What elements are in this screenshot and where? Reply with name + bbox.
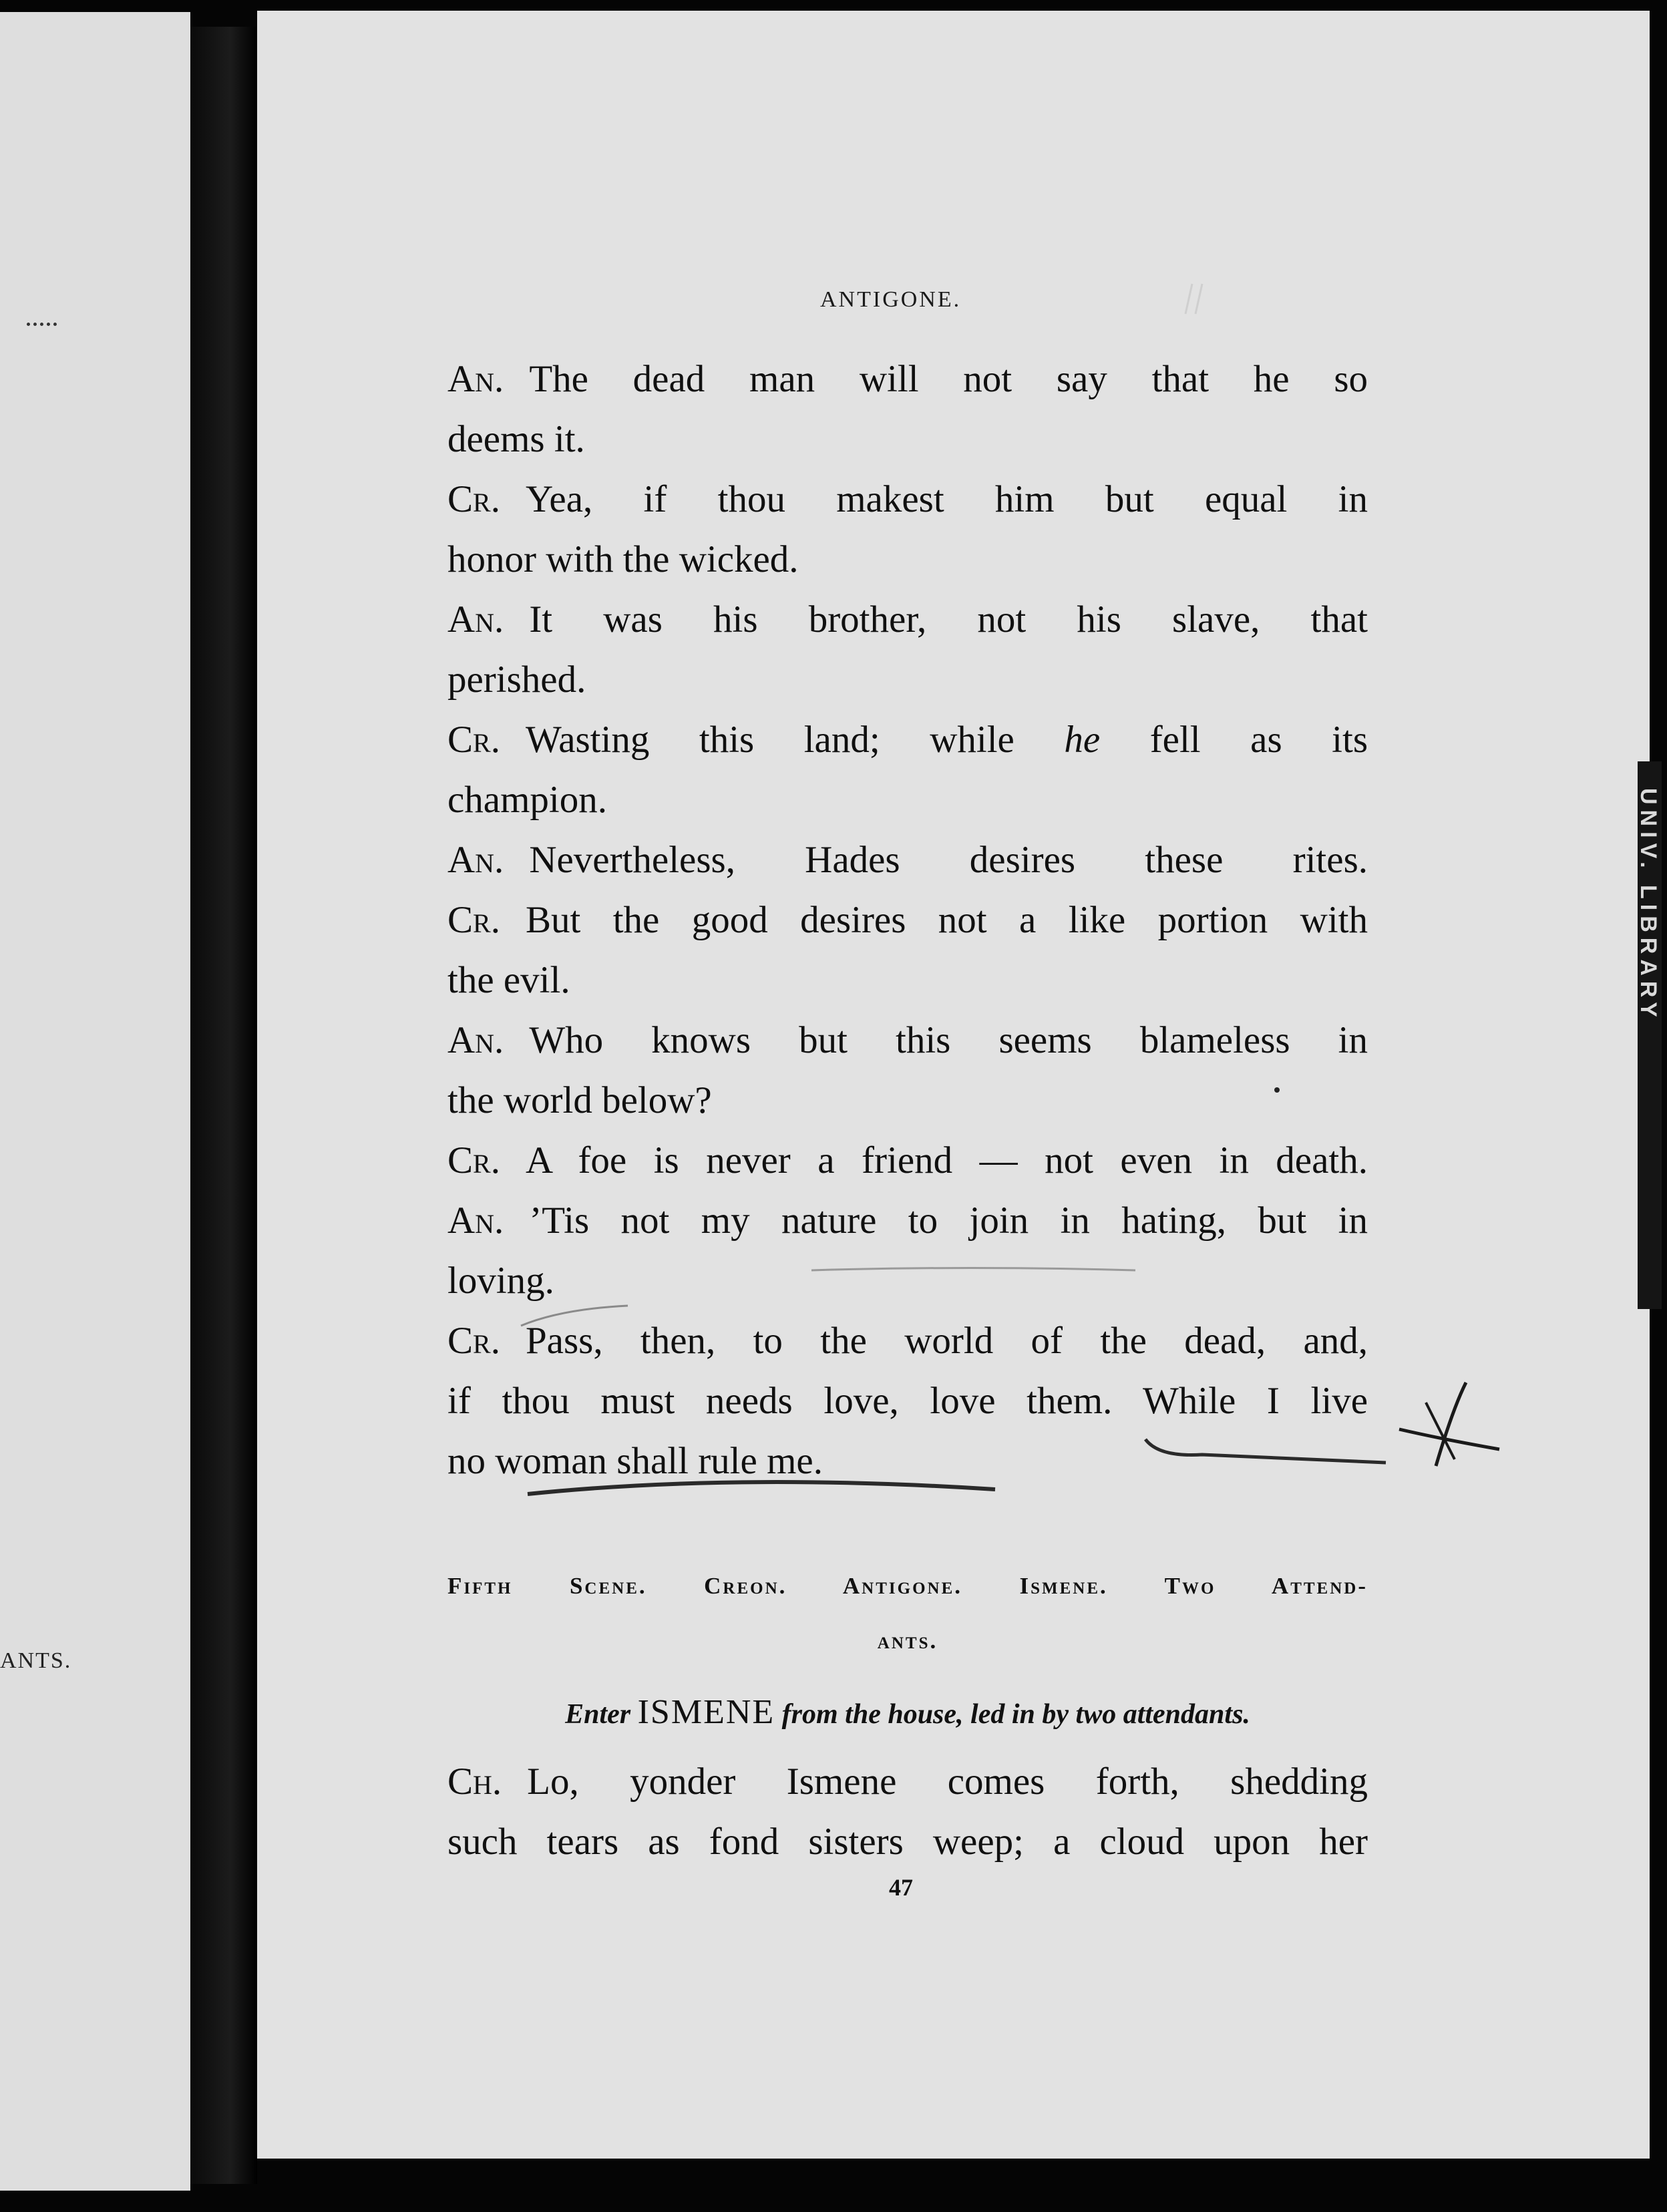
- speaker-label: Cr.: [447, 1320, 500, 1362]
- library-stamp-text: UNIV. LIBRARY: [1636, 788, 1661, 1023]
- line-text: loving.: [447, 1260, 554, 1302]
- left-page-text-fragment: ANTS.: [0, 1648, 72, 1673]
- dialogue-line: [447, 776, 1368, 824]
- line-text: champion.: [447, 779, 608, 821]
- line-text: The dead man will not say that he so: [529, 358, 1368, 400]
- stage-direction: [447, 1692, 1368, 1732]
- speaker-label: An.: [447, 598, 504, 640]
- speaker-label: Cr.: [447, 478, 500, 520]
- dialogue-line: [447, 596, 1368, 644]
- line-text: the evil.: [447, 959, 570, 1001]
- line-text: Pass, then, to the world of the dead, and,: [525, 1320, 1368, 1362]
- dialogue-line: [447, 355, 1368, 403]
- line-text: A foe is never a friend — not even in death.: [525, 1139, 1368, 1181]
- dialogue-line: [447, 1257, 1368, 1305]
- dialogue-line: [447, 1077, 1368, 1125]
- speaker-label: An.: [447, 1200, 504, 1242]
- dialogue-line: [447, 536, 1368, 584]
- speaker-label: An.: [447, 839, 504, 881]
- scene-heading-continued: ants.: [877, 1628, 938, 1654]
- speaker-label: Cr.: [447, 719, 500, 761]
- dialogue-line: [447, 716, 1368, 764]
- dialogue-line: [447, 1377, 1368, 1425]
- line-text: Lo, yonder Ismene comes forth, shedding: [527, 1761, 1368, 1803]
- character-name: ISMENE: [637, 1693, 775, 1731]
- dialogue-line: [447, 656, 1368, 704]
- speaker-label: An.: [447, 358, 504, 400]
- line-text: no woman shall rule me.: [447, 1440, 823, 1482]
- page-number: 47: [889, 1874, 913, 1901]
- line-text: honor with the wicked.: [447, 538, 799, 580]
- line-text: the world below?: [447, 1079, 712, 1121]
- line-text: ’Tis not my nature to join in hating, but in: [529, 1200, 1368, 1242]
- line-text: Who knows but this seems blameless in: [529, 1019, 1368, 1061]
- dialogue-line: [447, 1437, 1368, 1485]
- line-text: fell as its: [1149, 719, 1368, 761]
- dialogue-line: [447, 415, 1368, 464]
- line-text: perished.: [447, 659, 586, 701]
- line-text: But the good desires not a like portion with: [525, 899, 1368, 941]
- scene-heading: Fifth Scene. Creon. Antigone. Ismene. Two Attend-: [447, 1573, 1368, 1599]
- ink-smudge: [27, 323, 57, 335]
- dialogue-line: [447, 1317, 1368, 1365]
- stage-direction-text: from the house, led in by two attendants.: [781, 1699, 1250, 1730]
- left-page-edge: [0, 12, 190, 2191]
- dialogue-line: [447, 1197, 1368, 1245]
- line-text: such tears as fond sisters weep; a cloud upon her: [447, 1821, 1368, 1863]
- dialogue-line: [447, 476, 1368, 524]
- dialogue-line: [447, 1818, 1368, 1866]
- dialogue-line: [447, 896, 1368, 944]
- speaker-label: An.: [447, 1019, 504, 1061]
- line-text: Nevertheless, Hades desires these rites.: [529, 839, 1368, 881]
- line-text: deems it.: [447, 418, 585, 460]
- speaker-label: Ch.: [447, 1761, 502, 1803]
- dialogue-line: [447, 1017, 1368, 1065]
- line-text: It was his brother, not his slave, that: [529, 598, 1368, 640]
- line-text: Yea, if thou makest him but equal in: [525, 478, 1368, 520]
- speaker-label: Cr.: [447, 899, 500, 941]
- speaker-label: Cr.: [447, 1139, 500, 1181]
- dialogue-line: [447, 1137, 1368, 1185]
- dialogue-line: [447, 1758, 1368, 1806]
- dialogue-line: [447, 836, 1368, 884]
- book-gutter: [190, 27, 257, 2184]
- line-text: if thou must needs love, love them. While I live: [447, 1380, 1368, 1422]
- dialogue-line: [447, 956, 1368, 1004]
- emphasized-word: he: [1064, 719, 1101, 761]
- running-head: ANTIGONE.: [820, 287, 962, 312]
- stage-direction-text: Enter: [565, 1699, 631, 1730]
- line-text: Wasting this land; while: [525, 719, 1014, 761]
